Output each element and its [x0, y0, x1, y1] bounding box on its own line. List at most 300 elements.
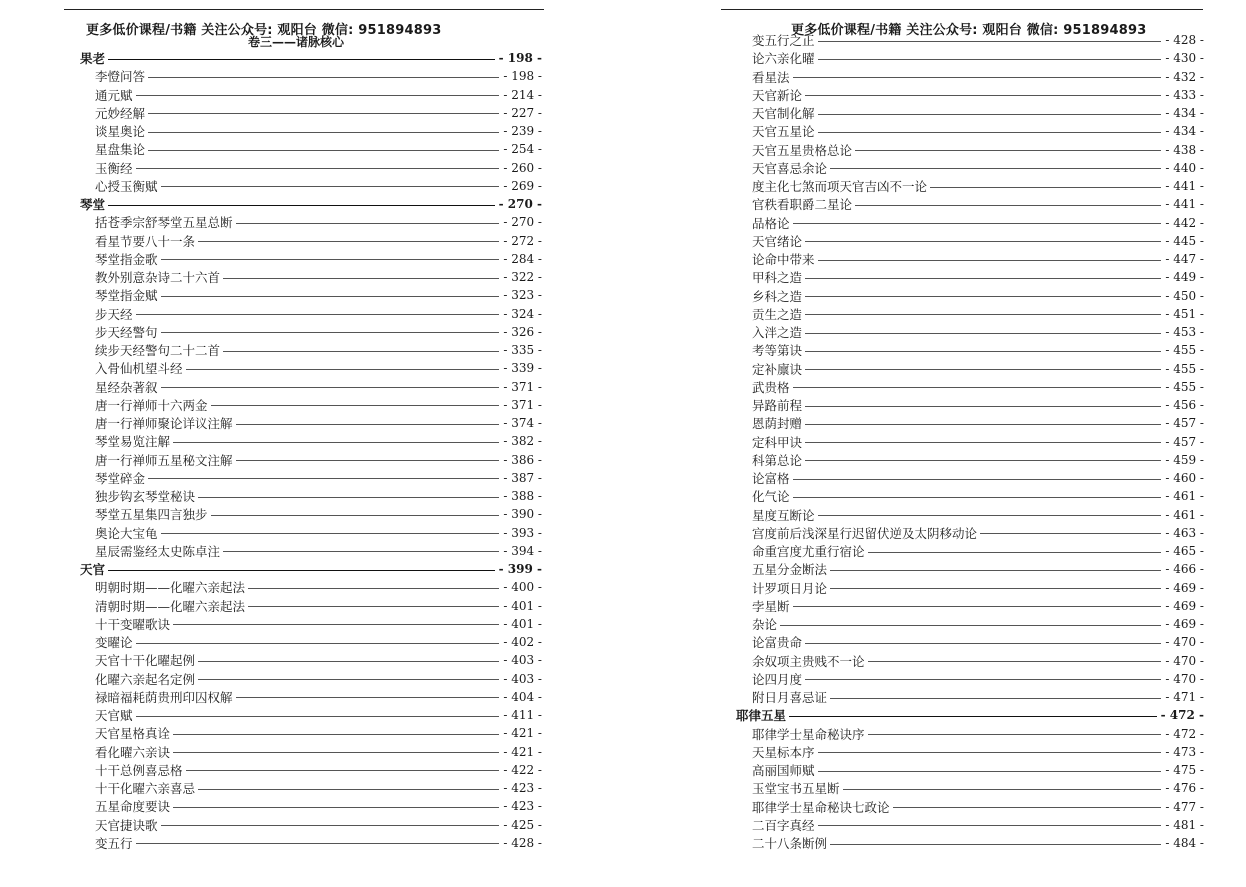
toc-entry[interactable]: [736, 378, 1204, 396]
toc-page-number: - 433 -: [1165, 87, 1204, 102]
toc-page-number: - 390 -: [503, 507, 542, 522]
toc-leader-line: [211, 405, 500, 406]
toc-entry-title: 天官五星论: [752, 124, 815, 140]
toc-entry-title: 入骨仙机望斗经: [95, 361, 183, 377]
toc-page-number: - 469 -: [1165, 598, 1204, 613]
toc-page-number: - 475 -: [1165, 763, 1204, 778]
toc-page-number: - 447 -: [1165, 252, 1204, 267]
toc-entry[interactable]: [736, 177, 1204, 195]
toc-entry[interactable]: [736, 506, 1204, 524]
toc-entry[interactable]: [80, 177, 542, 195]
toc-entry-title: 天官喜忌余论: [752, 160, 828, 176]
toc-entry-title: 天官制化解: [752, 106, 815, 122]
toc-section-entry[interactable]: [80, 49, 542, 67]
toc-leader-line: [223, 278, 499, 279]
toc-leader-line: [173, 734, 499, 735]
toc-page-number: - 403 -: [503, 671, 542, 686]
toc-leader-line: [148, 113, 499, 114]
left-header: 更多低价课程/书籍 关注公众号: 观阳台 微信: 951894893: [86, 23, 442, 38]
toc-page-number: - 423 -: [503, 781, 542, 796]
toc-entry-title: 玉衡经: [95, 160, 133, 176]
toc-leader-line: [818, 260, 1162, 261]
toc-leader-line: [818, 132, 1162, 133]
toc-leader-line: [223, 351, 499, 352]
toc-entry[interactable]: [736, 250, 1204, 268]
toc-entry-title: 奥论大宝龟: [95, 525, 158, 541]
toc-page-number: - 254 -: [503, 142, 542, 157]
toc-entry-title: 天官: [80, 562, 106, 578]
toc-page-number: - 469 -: [1165, 580, 1204, 595]
toc-leader-line: [161, 186, 500, 187]
toc-leader-line: [186, 369, 500, 370]
toc-page-number: - 270 -: [503, 215, 542, 230]
toc-entry[interactable]: [736, 195, 1204, 213]
toc-page-number: - 440 -: [1165, 160, 1204, 175]
toc-page-number: - 269 -: [503, 178, 542, 193]
toc-entry-title: 十干总例喜忌格: [95, 762, 183, 778]
toc-leader-line: [793, 223, 1162, 224]
toc-page-number: - 400 -: [503, 580, 542, 595]
toc-entry[interactable]: [80, 597, 542, 615]
toc-entry[interactable]: [80, 414, 542, 432]
toc-entry[interactable]: [80, 140, 542, 158]
toc-entry[interactable]: [736, 305, 1204, 323]
toc-leader-line: [830, 844, 1161, 845]
toc-leader-line: [855, 205, 1161, 206]
toc-leader-line: [173, 624, 499, 625]
toc-page-number: - 441 -: [1165, 179, 1204, 194]
toc-page-number: - 451 -: [1165, 306, 1204, 321]
toc-entry[interactable]: [80, 487, 542, 505]
toc-entry[interactable]: [80, 505, 542, 523]
toc-entry[interactable]: [736, 232, 1204, 250]
toc-entry[interactable]: [80, 213, 542, 231]
toc-page-number: - 432 -: [1165, 69, 1204, 84]
toc-entry-title: 天官赋: [95, 708, 133, 724]
toc-entry[interactable]: [80, 761, 542, 779]
toc-entry-title: 果老: [80, 51, 106, 67]
toc-leader-line: [793, 387, 1162, 388]
toc-leader-line: [173, 752, 499, 753]
toc-entry[interactable]: [80, 268, 542, 286]
toc-entry[interactable]: [736, 86, 1204, 104]
toc-leader-line: [236, 424, 500, 425]
toc-entry[interactable]: [80, 724, 542, 742]
toc-page-number: - 441 -: [1165, 197, 1204, 212]
toc-page-number: - 198 -: [498, 51, 542, 66]
toc-entry[interactable]: [736, 360, 1204, 378]
toc-page-number: - 455 -: [1165, 343, 1204, 358]
toc-entry[interactable]: [80, 378, 542, 396]
toc-entry[interactable]: [80, 122, 542, 140]
toc-entry[interactable]: [80, 159, 542, 177]
toc-entry[interactable]: [736, 560, 1204, 578]
toc-page-number: - 239 -: [503, 124, 542, 139]
toc-entry-title: 命重宫度尤重行宿论: [752, 544, 865, 560]
toc-entry-title: 星度互断论: [752, 507, 815, 523]
toc-entry[interactable]: [80, 104, 542, 122]
toc-page-number: - 401 -: [503, 616, 542, 631]
toc-entry-title: 孛星断: [752, 598, 790, 614]
toc-leader-line: [198, 679, 499, 680]
toc-page-number: - 272 -: [503, 233, 542, 248]
toc-entry[interactable]: [736, 487, 1204, 505]
toc-leader-line: [789, 716, 1157, 717]
toc-entry[interactable]: [80, 542, 542, 560]
toc-entry[interactable]: [80, 250, 542, 268]
toc-leader-line: [818, 515, 1162, 516]
toc-leader-line: [236, 697, 500, 698]
toc-leader-line: [868, 734, 1162, 735]
toc-leader-line: [236, 223, 500, 224]
toc-entry-title: 甲科之造: [752, 270, 803, 286]
toc-entry[interactable]: [736, 524, 1204, 542]
toc-page-number: - 374 -: [503, 416, 542, 431]
toc-page-number: - 371 -: [503, 379, 542, 394]
toc-page-number: - 463 -: [1165, 525, 1204, 540]
toc-leader-line: [893, 807, 1162, 808]
toc-entry[interactable]: [736, 761, 1204, 779]
toc-page-number: - 461 -: [1165, 489, 1204, 504]
toc-entry[interactable]: [80, 670, 542, 688]
toc-entry[interactable]: [80, 286, 542, 304]
toc-entry[interactable]: [80, 232, 542, 250]
toc-entry-title: 变曜论: [95, 635, 133, 651]
toc-entry[interactable]: [80, 341, 542, 359]
toc-entry-title: 耶律五星: [736, 708, 787, 724]
toc-page-number: - 411 -: [503, 708, 542, 723]
toc-entry-title: 续步天经警句二十二首: [95, 343, 221, 359]
toc-leader-line: [136, 843, 500, 844]
toc-entry-title: 天官绪论: [752, 233, 803, 249]
toc-entry-title: 唐一行禅师五星秘文注解: [95, 452, 233, 468]
toc-leader-line: [148, 478, 499, 479]
toc-section-entry[interactable]: [736, 706, 1204, 724]
toc-entry-title: 十干变曜歌诀: [95, 616, 171, 632]
toc-page-number: - 422 -: [503, 762, 542, 777]
toc-page-number: - 284 -: [503, 251, 542, 266]
toc-section-entry[interactable]: [80, 560, 542, 578]
toc-leader-line: [161, 259, 500, 260]
toc-entry-title: 入泮之造: [752, 325, 803, 341]
toc-leader-line: [793, 479, 1162, 480]
toc-leader-line: [818, 752, 1162, 753]
toc-entry[interactable]: [736, 579, 1204, 597]
toc-entry[interactable]: [80, 432, 542, 450]
toc-page-number: - 438 -: [1165, 142, 1204, 157]
toc-entry-title: 杂论: [752, 617, 778, 633]
volume-subtitle: 卷三——诸脉核心: [248, 35, 345, 49]
toc-entry-title: 乡科之造: [752, 288, 803, 304]
toc-section-entry[interactable]: [80, 195, 542, 213]
toc-page-number: - 434 -: [1165, 124, 1204, 139]
toc-entry[interactable]: [736, 104, 1204, 122]
toc-entry[interactable]: [80, 688, 542, 706]
toc-entry[interactable]: [736, 615, 1204, 633]
toc-leader-line: [173, 442, 499, 443]
toc-entry[interactable]: [80, 651, 542, 669]
toc-page-number: - 401 -: [503, 598, 542, 613]
toc-entry-title: 十干化曜六亲喜忌: [95, 781, 196, 797]
toc-leader-line: [136, 95, 500, 96]
toc-page-number: - 484 -: [1165, 836, 1204, 851]
toc-entry-title: 耶律学士星命秘诀七政论: [752, 799, 890, 815]
toc-page-number: - 471 -: [1165, 690, 1204, 705]
toc-page-number: - 472 -: [1165, 726, 1204, 741]
toc-entry[interactable]: [80, 359, 542, 377]
toc-entry-title: 星经杂著叙: [95, 379, 158, 395]
toc-page-number: - 442 -: [1165, 215, 1204, 230]
toc-entry[interactable]: [736, 633, 1204, 651]
toc-page-number: - 402 -: [503, 635, 542, 650]
toc-entry[interactable]: [80, 615, 542, 633]
toc-entry[interactable]: [736, 396, 1204, 414]
toc-entry-title: 琴堂易览注解: [95, 434, 171, 450]
toc-entry-title: 明朝时期——化曜六亲起法: [95, 580, 246, 596]
toc-entry[interactable]: [736, 597, 1204, 615]
toc-leader-line: [198, 497, 499, 498]
toc-page-number: - 449 -: [1165, 270, 1204, 285]
toc-entry[interactable]: [736, 542, 1204, 560]
toc-leader-line: [148, 132, 499, 133]
toc-page-number: - 388 -: [503, 489, 542, 504]
toc-entry-title: 心授玉衡赋: [95, 178, 158, 194]
toc-entry-title: 定补廪诀: [752, 361, 803, 377]
toc-leader-line: [236, 460, 500, 461]
toc-list-left: [80, 49, 542, 852]
toc-entry-title: 化曜六亲起名定例: [95, 671, 196, 687]
toc-leader-line: [161, 296, 500, 297]
toc-entry[interactable]: [80, 834, 542, 852]
toc-leader-line: [818, 825, 1162, 826]
toc-leader-line: [108, 59, 495, 60]
toc-leader-line: [161, 387, 500, 388]
toc-leader-line: [136, 314, 500, 315]
toc-entry[interactable]: [80, 451, 542, 469]
toc-entry-title: 步天经警句: [95, 324, 158, 340]
toc-entry[interactable]: [80, 779, 542, 797]
toc-entry[interactable]: [736, 68, 1204, 86]
toc-list-right: [736, 31, 1204, 852]
toc-entry-title: 唐一行禅师十六两金: [95, 397, 208, 413]
toc-leader-line: [805, 95, 1161, 96]
toc-entry-title: 考等第诀: [752, 343, 803, 359]
toc-leader-line: [830, 698, 1161, 699]
toc-entry-title: 独步钩玄琴堂秘诀: [95, 489, 196, 505]
toc-leader-line: [830, 570, 1161, 571]
toc-page-number: - 423 -: [503, 799, 542, 814]
toc-entry[interactable]: [80, 305, 542, 323]
toc-entry[interactable]: [80, 323, 542, 341]
toc-leader-line: [805, 424, 1161, 425]
right-header: 更多低价课程/书籍 关注公众号: 观阳台 微信: 951894893: [791, 23, 1147, 38]
toc-entry[interactable]: [736, 816, 1204, 834]
toc-leader-line: [830, 588, 1161, 589]
toc-page-number: - 461 -: [1165, 507, 1204, 522]
toc-entry[interactable]: [80, 743, 542, 761]
toc-entry[interactable]: [80, 86, 542, 104]
toc-leader-line: [223, 551, 499, 552]
toc-entry-title: 贡生之造: [752, 306, 803, 322]
toc-leader-line: [248, 588, 499, 589]
toc-leader-line: [868, 552, 1162, 553]
toc-entry-title: 变五行之正: [752, 33, 815, 49]
toc-page-number: - 453 -: [1165, 325, 1204, 340]
toc-leader-line: [793, 606, 1162, 607]
toc-entry[interactable]: [736, 798, 1204, 816]
toc-entry-title: 官秩看职爵二星论: [752, 197, 853, 213]
toc-entry-title: 宫度前后浅深星行迟留伏逆及太阴移动论: [752, 525, 978, 541]
toc-entry-title: 看星法: [752, 69, 790, 85]
toc-entry-title: 清朝时期——化曜六亲起法: [95, 598, 246, 614]
toc-entry[interactable]: [736, 159, 1204, 177]
toc-leader-line: [805, 333, 1161, 334]
toc-entry[interactable]: [80, 578, 542, 596]
toc-page-number: - 470 -: [1165, 671, 1204, 686]
toc-page-number: - 470 -: [1165, 635, 1204, 650]
toc-leader-line: [148, 77, 499, 78]
toc-leader-line: [868, 661, 1162, 662]
toc-leader-line: [843, 789, 1162, 790]
toc-entry[interactable]: [736, 652, 1204, 670]
toc-entry-title: 唐一行禅师聚论详议注解: [95, 416, 233, 432]
toc-entry[interactable]: [736, 688, 1204, 706]
toc-entry[interactable]: [736, 670, 1204, 688]
toc-entry-title: 高丽国师赋: [752, 763, 815, 779]
toc-page-number: - 214 -: [503, 87, 542, 102]
toc-leader-line: [136, 643, 500, 644]
toc-leader-line: [108, 205, 495, 206]
toc-entry-title: 禄暗福耗荫贵刑印囚权解: [95, 689, 233, 705]
toc-page-number: - 428 -: [1165, 33, 1204, 48]
toc-entry[interactable]: [80, 469, 542, 487]
toc-entry-title: 五星命度要诀: [95, 799, 171, 815]
toc-entry-title: 天官捷诀歌: [95, 817, 158, 833]
toc-entry-title: 步天经: [95, 306, 133, 322]
toc-entry-title: 看化曜六亲诀: [95, 744, 171, 760]
toc-leader-line: [161, 332, 500, 333]
toc-leader-line: [198, 661, 499, 662]
toc-page-number: - 460 -: [1165, 471, 1204, 486]
toc-leader-line: [211, 515, 500, 516]
toc-page-number: - 459 -: [1165, 452, 1204, 467]
toc-entry[interactable]: [736, 49, 1204, 67]
toc-page-number: - 473 -: [1165, 744, 1204, 759]
toc-entry-title: 论四月度: [752, 671, 803, 687]
toc-page-number: - 335 -: [503, 343, 542, 358]
toc-entry[interactable]: [736, 469, 1204, 487]
toc-entry[interactable]: [736, 214, 1204, 232]
toc-entry-title: 玉堂宝书五星断: [752, 781, 840, 797]
toc-entry[interactable]: [736, 779, 1204, 797]
toc-entry-title: 五星分金断法: [752, 562, 828, 578]
toc-entry[interactable]: [736, 341, 1204, 359]
toc-entry[interactable]: [736, 141, 1204, 159]
toc-entry[interactable]: [736, 31, 1204, 49]
toc-page-number: - 270 -: [498, 197, 542, 212]
toc-leader-line: [161, 533, 500, 534]
toc-leader-line: [805, 351, 1161, 352]
toc-entry-title: 李憕问答: [95, 69, 146, 85]
toc-entry[interactable]: [736, 122, 1204, 140]
toc-entry[interactable]: [736, 287, 1204, 305]
toc-page-number: - 198 -: [503, 69, 542, 84]
toc-leader-line: [186, 770, 500, 771]
toc-page-number: - 470 -: [1165, 653, 1204, 668]
toc-page-number: - 393 -: [503, 525, 542, 540]
toc-entry-title: 附日月喜忌证: [752, 690, 828, 706]
toc-page-number: - 403 -: [503, 653, 542, 668]
toc-entry-title: 品格论: [752, 215, 790, 231]
toc-entry-title: 化气论: [752, 489, 790, 505]
toc-entry[interactable]: [736, 725, 1204, 743]
toc-leader-line: [793, 497, 1162, 498]
toc-page-number: - 324 -: [503, 306, 542, 321]
toc-leader-line: [805, 241, 1161, 242]
toc-page-number: - 339 -: [503, 361, 542, 376]
toc-entry[interactable]: [80, 524, 542, 542]
toc-entry-title: 余奴项主贵贱不一论: [752, 653, 865, 669]
toc-leader-line: [818, 59, 1162, 60]
toc-entry[interactable]: [736, 834, 1204, 852]
toc-entry-title: 琴堂五星集四言独步: [95, 507, 208, 523]
toc-entry-title: 论富贵命: [752, 635, 803, 651]
toc-entry-title: 琴堂碎金: [95, 470, 146, 486]
toc-entry[interactable]: [736, 323, 1204, 341]
toc-leader-line: [198, 789, 499, 790]
toc-page-number: - 466 -: [1165, 562, 1204, 577]
toc-page-number: - 404 -: [503, 689, 542, 704]
toc-page-number: - 227 -: [503, 105, 542, 120]
toc-entry[interactable]: [80, 797, 542, 815]
toc-entry[interactable]: [736, 414, 1204, 432]
toc-page-number: - 421 -: [503, 744, 542, 759]
toc-entry[interactable]: [736, 743, 1204, 761]
toc-entry-title: 天官新论: [752, 87, 803, 103]
toc-leader-line: [793, 77, 1162, 78]
toc-entry-title: 变五行: [95, 835, 133, 851]
toc-page-number: - 457 -: [1165, 434, 1204, 449]
toc-page-number: - 434 -: [1165, 106, 1204, 121]
toc-leader-line: [148, 150, 499, 151]
toc-entry-title: 武贵格: [752, 379, 790, 395]
toc-page-number: - 323 -: [503, 288, 542, 303]
toc-entry[interactable]: [80, 633, 542, 651]
toc-leader-line: [805, 460, 1161, 461]
toc-leader-line: [161, 825, 500, 826]
toc-leader-line: [136, 716, 500, 717]
toc-entry-title: 论富格: [752, 471, 790, 487]
toc-entry[interactable]: [736, 433, 1204, 451]
toc-entry[interactable]: [80, 396, 542, 414]
toc-entry[interactable]: [80, 706, 542, 724]
toc-leader-line: [805, 679, 1161, 680]
toc-leader-line: [805, 278, 1161, 279]
toc-entry[interactable]: [736, 268, 1204, 286]
toc-entry-title: 天官星格真诠: [95, 726, 171, 742]
toc-page-number: - 326 -: [503, 324, 542, 339]
toc-leader-line: [248, 606, 499, 607]
toc-entry[interactable]: [736, 451, 1204, 469]
toc-page-number: - 387 -: [503, 470, 542, 485]
toc-entry-title: 天官五星贵格总论: [752, 142, 853, 158]
toc-entry-title: 科第总论: [752, 452, 803, 468]
toc-entry-title: 琴堂指金歌: [95, 251, 158, 267]
toc-entry[interactable]: [80, 816, 542, 834]
toc-entry[interactable]: [80, 67, 542, 85]
toc-page-number: - 455 -: [1165, 379, 1204, 394]
toc-leader-line: [855, 150, 1161, 151]
